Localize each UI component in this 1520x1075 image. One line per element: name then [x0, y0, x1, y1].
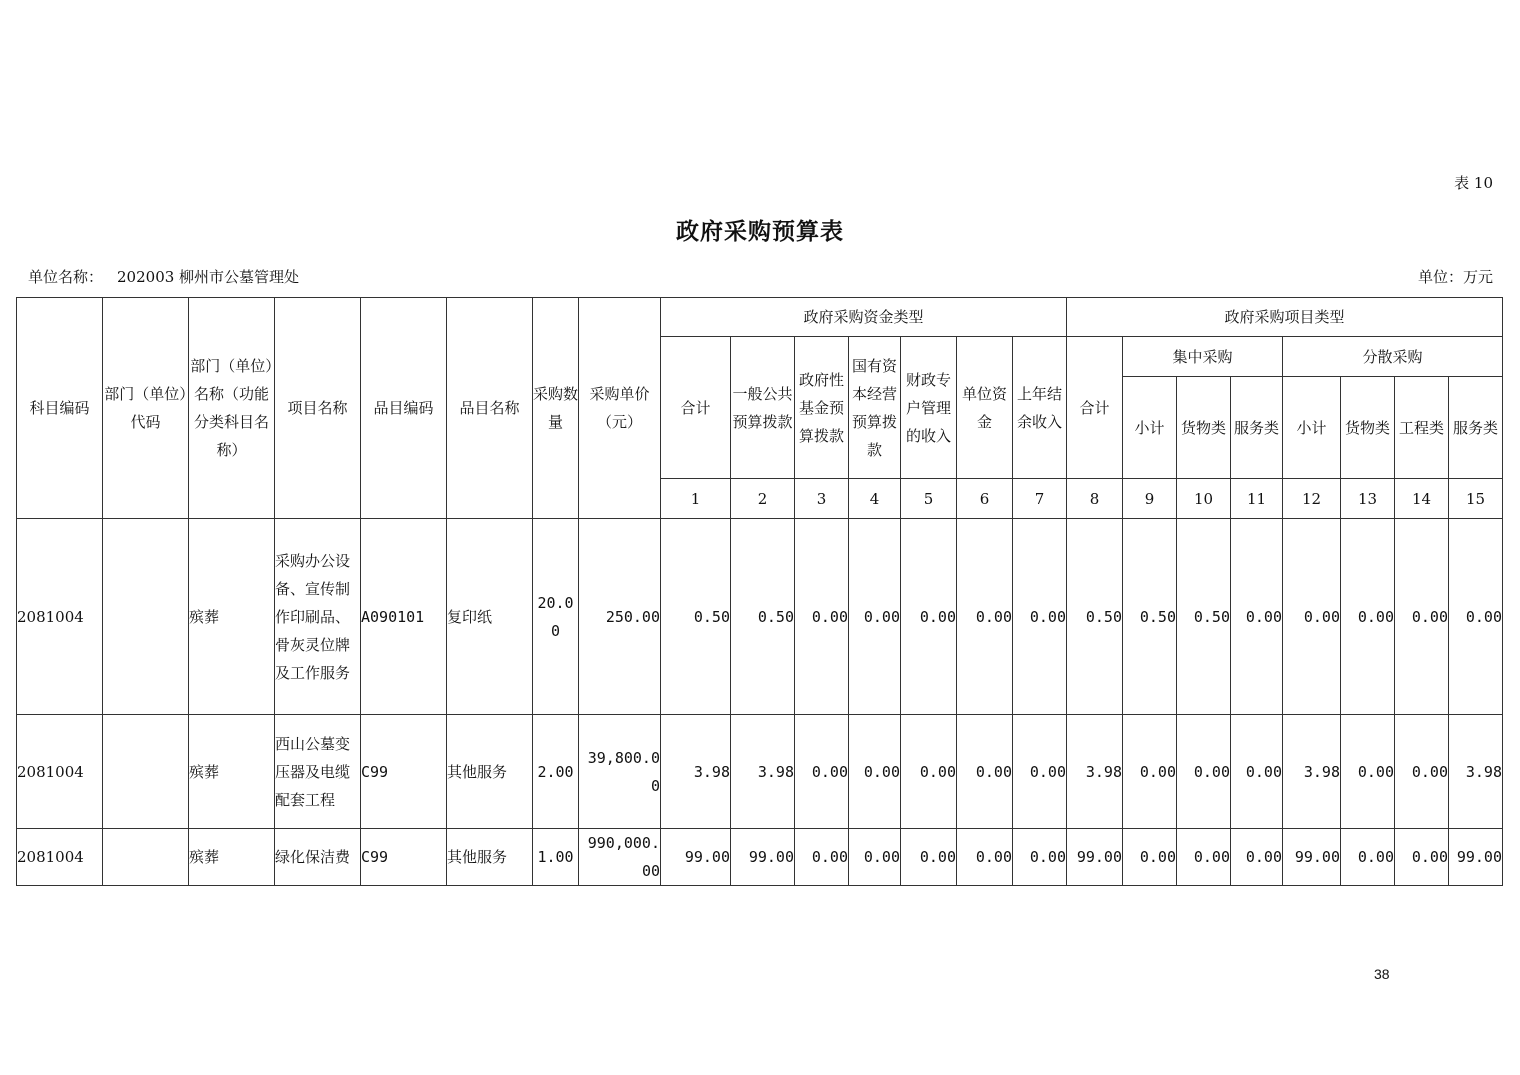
column-number: 15	[1449, 479, 1503, 519]
header-dispersed-service: 服务类	[1449, 377, 1503, 479]
table-number: 表 10	[1454, 174, 1493, 192]
value-cell: 0.00	[1341, 715, 1395, 829]
column-number: 11	[1231, 479, 1283, 519]
value-cell: 0.50	[1123, 519, 1177, 715]
value-cell: 0.50	[1177, 519, 1231, 715]
value-cell: 99.00	[1067, 829, 1123, 886]
value-cell: 3.98	[731, 715, 795, 829]
project-name-cell: 采购办公设备、宣传制作印刷品、骨灰灵位牌及工作服务	[275, 519, 361, 715]
header-central-goods: 货物类	[1177, 377, 1231, 479]
unit-price-cell: 250.00	[579, 519, 661, 715]
page-number: 38	[1374, 966, 1390, 982]
value-cell: 0.00	[1283, 519, 1341, 715]
column-number: 8	[1067, 479, 1123, 519]
item-code-cell: A090101	[361, 519, 447, 715]
dept-name-cell: 殡葬	[189, 715, 275, 829]
dept-code-cell	[103, 519, 189, 715]
header-subject-code: 科目编码	[17, 298, 103, 519]
value-cell: 0.00	[1341, 829, 1395, 886]
header-state-capital: 国有资本经营预算拨款	[849, 337, 901, 479]
value-cell: 0.00	[795, 519, 849, 715]
value-cell: 99.00	[1449, 829, 1503, 886]
header-general-budget: 一般公共预算拨款	[731, 337, 795, 479]
item-name-cell: 其他服务	[447, 829, 533, 886]
subject-code-cell: 2081004	[17, 519, 103, 715]
dept-name-cell: 殡葬	[189, 519, 275, 715]
project-name-cell: 西山公墓变压器及电缆配套工程	[275, 715, 361, 829]
value-cell: 0.00	[849, 519, 901, 715]
value-cell: 3.98	[1449, 715, 1503, 829]
column-number: 13	[1341, 479, 1395, 519]
header-unit-price: 采购单价（元）	[579, 298, 661, 519]
column-number: 9	[1123, 479, 1177, 519]
value-cell: 99.00	[661, 829, 731, 886]
item-code-cell: C99	[361, 715, 447, 829]
column-number: 5	[901, 479, 957, 519]
page-title: 政府采购预算表	[676, 218, 844, 245]
value-cell: 0.00	[1013, 519, 1067, 715]
value-cell: 0.00	[1123, 715, 1177, 829]
header-project-total: 合计	[1067, 337, 1123, 479]
project-name-cell: 绿化保洁费	[275, 829, 361, 886]
value-cell: 0.00	[795, 829, 849, 886]
value-cell: 3.98	[1283, 715, 1341, 829]
value-cell: 3.98	[661, 715, 731, 829]
column-number: 10	[1177, 479, 1231, 519]
value-cell: 0.00	[1395, 829, 1449, 886]
value-cell: 0.00	[957, 715, 1013, 829]
value-cell: 0.00	[957, 829, 1013, 886]
value-cell: 3.98	[1067, 715, 1123, 829]
header-dispersed-subtotal: 小计	[1283, 377, 1341, 479]
value-cell: 0.00	[1395, 715, 1449, 829]
header-dispersed-goods: 货物类	[1341, 377, 1395, 479]
column-number: 6	[957, 479, 1013, 519]
unit-name-value: 202003 柳州市公墓管理处	[117, 268, 300, 286]
column-number: 14	[1395, 479, 1449, 519]
unit-name-line	[28, 266, 299, 287]
dept-code-cell	[103, 829, 189, 886]
header-gov-fund: 政府性基金预算拨款	[795, 337, 849, 479]
currency-unit: 单位：万元	[1417, 268, 1493, 286]
value-cell: 0.00	[901, 829, 957, 886]
value-cell: 0.50	[1067, 519, 1123, 715]
dept-name-cell: 殡葬	[189, 829, 275, 886]
table-row	[17, 519, 1503, 715]
header-fund-total: 合计	[661, 337, 731, 479]
header-project-type: 政府采购项目类型	[1067, 298, 1503, 337]
value-cell: 0.00	[1395, 519, 1449, 715]
header-item-name: 品目名称	[447, 298, 533, 519]
quantity-cell: 20.00	[533, 519, 579, 715]
quantity-cell: 1.00	[533, 829, 579, 886]
value-cell: 0.00	[901, 519, 957, 715]
subject-code-cell: 2081004	[17, 715, 103, 829]
column-number: 2	[731, 479, 795, 519]
header-special-account: 财政专户管理的收入	[901, 337, 957, 479]
column-number: 12	[1283, 479, 1341, 519]
value-cell: 0.00	[849, 715, 901, 829]
header-dispersed-works: 工程类	[1395, 377, 1449, 479]
item-name-cell: 其他服务	[447, 715, 533, 829]
header-central-service: 服务类	[1231, 377, 1283, 479]
value-cell: 0.00	[1231, 829, 1283, 886]
header-unit-fund: 单位资金	[957, 337, 1013, 479]
header-dispersed-procurement: 分散采购	[1283, 337, 1503, 377]
header-item-code: 品目编码	[361, 298, 447, 519]
value-cell: 0.00	[1013, 715, 1067, 829]
subject-code-cell: 2081004	[17, 829, 103, 886]
table-row	[17, 715, 1503, 829]
value-cell: 0.00	[1013, 829, 1067, 886]
quantity-cell: 2.00	[533, 715, 579, 829]
unit-name-label: 单位名称：	[28, 268, 104, 286]
value-cell: 0.00	[795, 715, 849, 829]
value-cell: 99.00	[1283, 829, 1341, 886]
procurement-budget-table	[16, 297, 1503, 886]
value-cell: 0.00	[1177, 715, 1231, 829]
value-cell: 0.50	[731, 519, 795, 715]
value-cell: 0.00	[1123, 829, 1177, 886]
value-cell: 0.00	[1231, 519, 1283, 715]
value-cell: 0.00	[1177, 829, 1231, 886]
unit-price-cell: 39,800.00	[579, 715, 661, 829]
value-cell: 0.00	[1449, 519, 1503, 715]
column-number: 4	[849, 479, 901, 519]
item-code-cell: C99	[361, 829, 447, 886]
header-quantity: 采购数量	[533, 298, 579, 519]
value-cell: 0.00	[849, 829, 901, 886]
table-row	[17, 829, 1503, 886]
unit-price-cell: 990,000.00	[579, 829, 661, 886]
header-last-year: 上年结余收入	[1013, 337, 1067, 479]
column-number: 3	[795, 479, 849, 519]
column-number: 1	[661, 479, 731, 519]
value-cell: 0.00	[1231, 715, 1283, 829]
value-cell: 99.00	[731, 829, 795, 886]
value-cell: 0.00	[1341, 519, 1395, 715]
header-project-name: 项目名称	[275, 298, 361, 519]
dept-code-cell	[103, 715, 189, 829]
item-name-cell: 复印纸	[447, 519, 533, 715]
header-central-procurement: 集中采购	[1123, 337, 1283, 377]
header-central-subtotal: 小计	[1123, 377, 1177, 479]
value-cell: 0.00	[901, 715, 957, 829]
column-number: 7	[1013, 479, 1067, 519]
header-dept-name: 部门（单位）名称（功能分类科目名称）	[189, 298, 275, 519]
header-dept-code: 部门（单位）代码	[103, 298, 189, 519]
value-cell: 0.50	[661, 519, 731, 715]
value-cell: 0.00	[957, 519, 1013, 715]
header-fund-type: 政府采购资金类型	[661, 298, 1067, 337]
